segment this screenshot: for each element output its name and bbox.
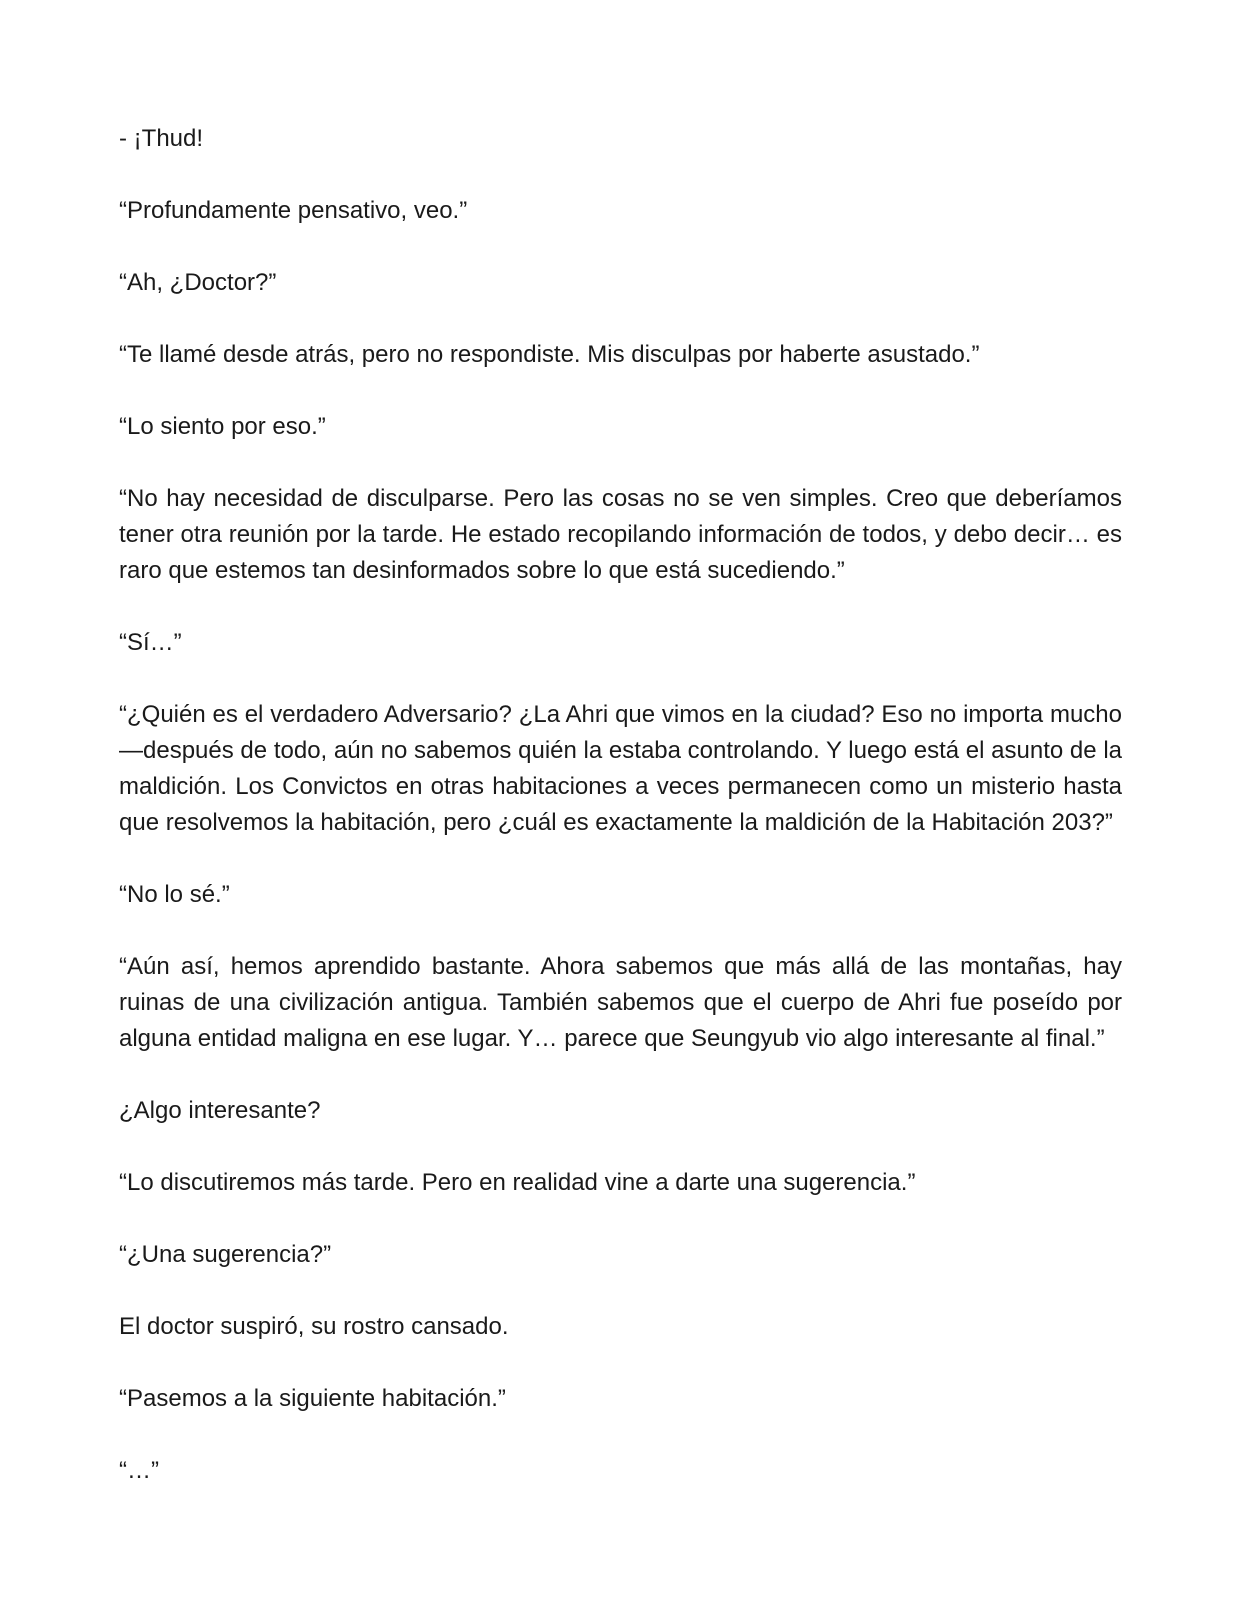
paragraph: “Profundamente pensativo, veo.” xyxy=(119,197,468,224)
paragraph: “Pasemos a la siguiente habitación.” xyxy=(119,1385,506,1412)
paragraph: “Sí…” xyxy=(119,629,182,656)
paragraph: - ¡Thud! xyxy=(119,125,204,152)
paragraph: “Te llamé desde atrás, pero no respondiste. Mis disculpas por haberte asustado.” xyxy=(119,341,980,368)
paragraph: “¿Una sugerencia?” xyxy=(119,1241,332,1268)
paragraph: “No hay necesidad de disculparse. Pero las cosas no se ven simples. Creo que deberíamos tener otra reunión por la tarde. He estado recopilando información de todos, y debo decir… es raro que estemos tan desinformados sobre lo que está sucediendo.” xyxy=(119,485,1122,584)
document-body xyxy=(119,121,1122,1525)
paragraph: “Ah, ¿Doctor?” xyxy=(119,269,277,296)
paragraph: “…” xyxy=(119,1457,159,1484)
paragraph: “Lo siento por eso.” xyxy=(119,413,326,440)
paragraph: “No lo sé.” xyxy=(119,881,230,908)
paragraph: ¿Algo interesante? xyxy=(119,1097,321,1124)
paragraph: “Aún así, hemos aprendido bastante. Ahora sabemos que más allá de las montañas, hay ruinas de una civilización antigua. También sabemos que el cuerpo de Ahri fue poseído por alguna entidad maligna en ese lugar. Y… parece que Seungyub vio algo interesante al final.” xyxy=(119,953,1122,1052)
paragraph: “¿Quién es el verdadero Adversario? ¿La Ahri que vimos en la ciudad? Eso no importa mucho—después de todo, aún no sabemos quién la estaba controlando. Y luego está el asunto de la maldición. Los Convictos en otras habitaciones a veces permanecen como un misterio hasta que resolvemos la habitación, pero ¿cuál es exactamente la maldición de la Habitación 203?” xyxy=(119,701,1122,836)
paragraph: El doctor suspiró, su rostro cansado. xyxy=(119,1313,509,1340)
paragraph: “Lo discutiremos más tarde. Pero en realidad vine a darte una sugerencia.” xyxy=(119,1169,916,1196)
